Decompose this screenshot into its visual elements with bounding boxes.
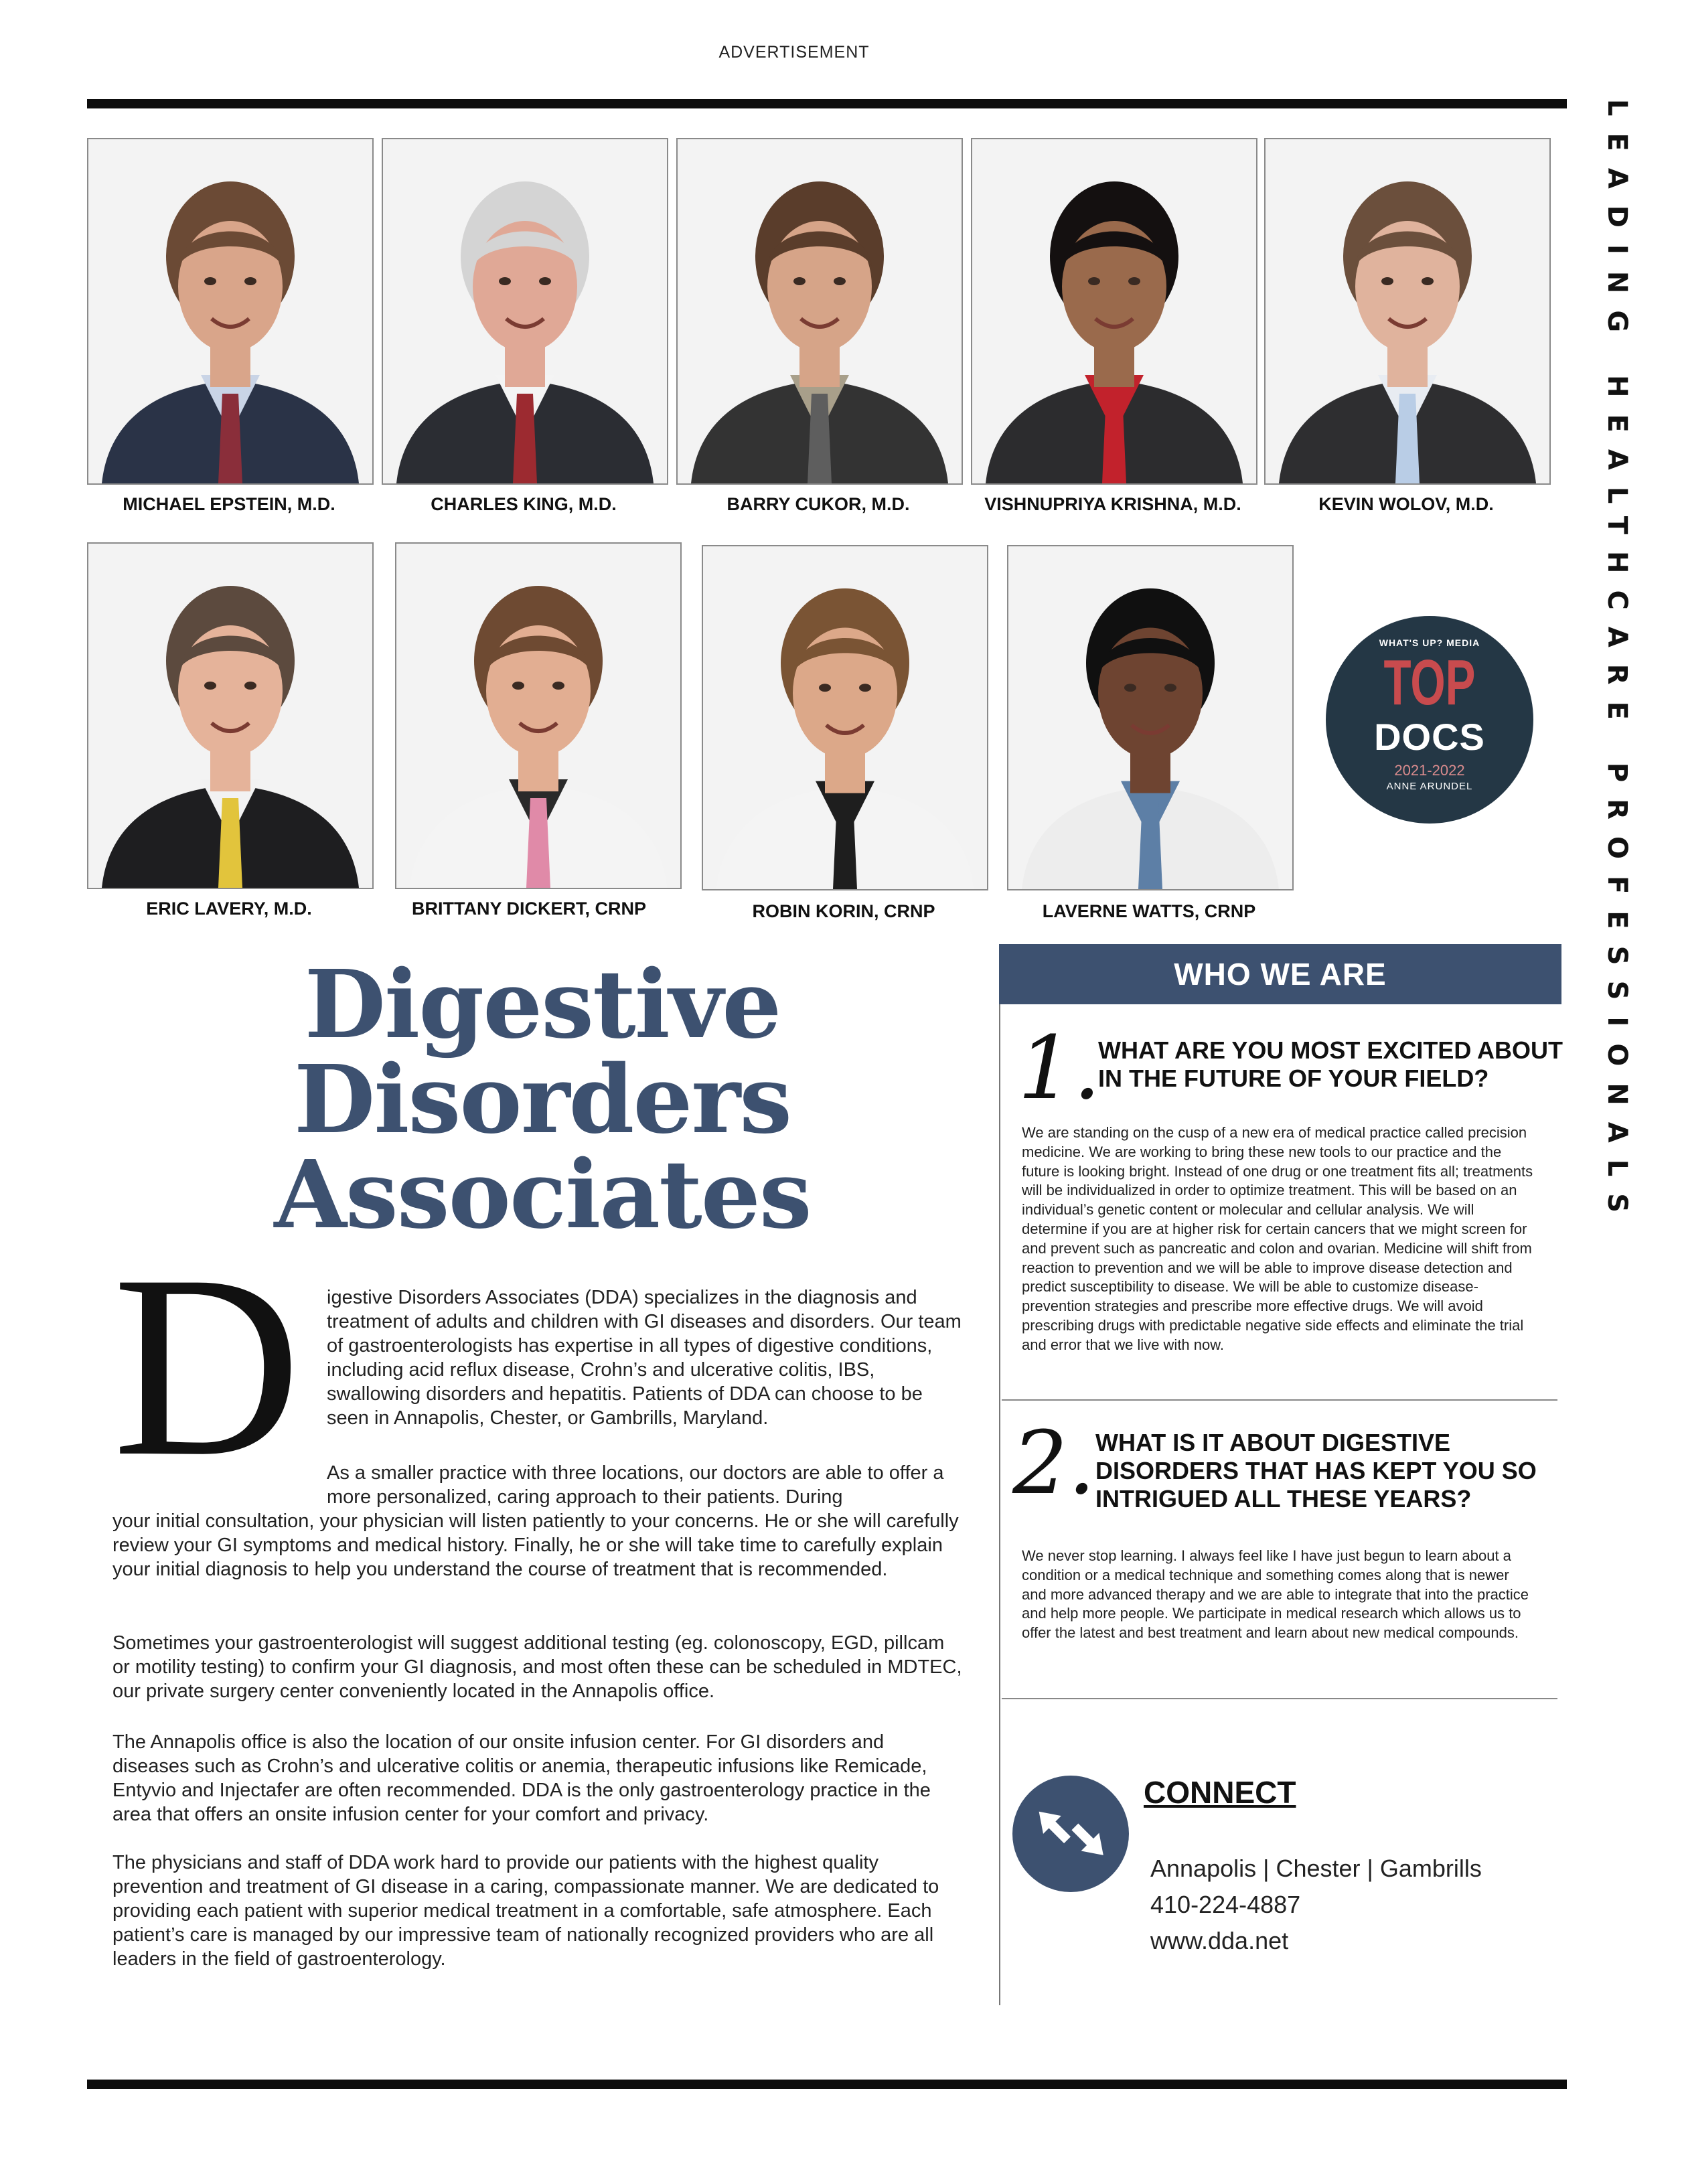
eye-shape — [552, 682, 564, 690]
portrait-figure — [383, 139, 667, 483]
eye-shape — [512, 682, 524, 690]
portrait-figure — [1008, 546, 1292, 889]
eye-shape — [204, 682, 216, 690]
eye-shape — [1422, 277, 1434, 285]
article-paragraph: Sometimes your gastroenterologist will suggest additional testing (eg. colonoscopy, EGD, pillcam or motility testing) to confirm your GI diagnosis, and most often these can be scheduled in MDTEC, our private surgery center conveniently located in the Annapolis office. — [112, 1632, 962, 1702]
exchange-arrows-icon — [1012, 1776, 1129, 1892]
panel-divider — [999, 1004, 1000, 2005]
drop-cap: D — [112, 1221, 301, 1510]
side-section-title: LEADING HEALTHCARE PROFESSIONALS — [1602, 99, 1632, 1230]
portrait-charles-king — [382, 138, 668, 485]
name-michael-epstein: MICHAEL EPSTEIN, M.D. — [123, 494, 335, 514]
who-we-are-heading: WHO WE ARE — [999, 944, 1561, 1004]
tie-shape — [1395, 394, 1420, 483]
portrait-laverne-watts — [1007, 545, 1294, 890]
connect-heading: CONNECT — [1144, 1775, 1296, 1810]
badge-publisher: WHAT'S UP? MEDIA — [1379, 637, 1480, 648]
exchange-arrows-icon — [1012, 1776, 1129, 1892]
name-robin-korin: ROBIN KORIN, CRNP — [752, 901, 935, 921]
eye-shape — [244, 277, 256, 285]
eye-shape — [1128, 277, 1140, 285]
article-paragraph: The physicians and staff of DDA work hard to provide our patients with the highest quality prevention and treatment of GI disease in a caring, compassionate manner. We are dedicated to providing each patient with superior medical treatment in a comfortable, safe atmosphere. Each patient’s care is managed by our impressive team of nationally recognized providers who are all leaders in the field of gastroenterology. — [112, 1852, 939, 1970]
tie-shape — [1102, 394, 1126, 483]
company-name — [254, 950, 830, 1250]
name-eric-lavery: ERIC LAVERY, M.D. — [146, 899, 312, 919]
badge-region: ANNE ARUNDEL — [1386, 781, 1473, 792]
portrait-michael-epstein — [87, 138, 374, 485]
eye-shape — [204, 277, 216, 285]
eye-shape — [244, 682, 256, 690]
eye-shape — [1088, 277, 1100, 285]
name-charles-king: CHARLES KING, M.D. — [431, 494, 617, 514]
company-name-line: Disorders — [293, 1045, 791, 1155]
question-title: WHAT IS IT ABOUT DIGESTIVE DISORDERS THAT HAS KEPT YOU SO INTRIGUED ALL THESE YEARS? — [1095, 1429, 1537, 1512]
top-rule — [87, 99, 1567, 108]
badge-top: TOP — [1383, 647, 1476, 718]
portrait-figure — [88, 139, 372, 483]
portrait-eric-lavery — [87, 542, 374, 889]
eye-shape — [1381, 277, 1393, 285]
article-paragraph: your initial consultation, your physician will listen patiently to your concerns. He or she will carefully review your GI symptoms and medical history. Finally, he or she will take time to carefully explain your initial diagnosis to help you understand the course of treatment that is recommended. — [112, 1510, 959, 1580]
portrait-robin-korin — [702, 545, 988, 890]
office-locations: Annapolis | Chester | Gambrills — [1150, 1855, 1482, 1882]
company-name-line: Digestive — [304, 950, 781, 1060]
tie-shape — [526, 798, 550, 888]
question-number: 2. — [1012, 1412, 1096, 1514]
website-link[interactable]: www.dda.net — [1150, 1927, 1289, 1954]
eye-shape — [1124, 684, 1136, 692]
tie-shape — [218, 798, 242, 888]
portrait-figure — [972, 139, 1256, 483]
portrait-figure — [1266, 139, 1549, 483]
answer-text: We are standing on the cusp of a new era of medical practice called precision medicine. We are working to bring these new tools to our practice and the future is looking bright. Instead of one drug or one treatment fits all; treatments will be individualized in order to optimize treatment. This will be based on an individual’s genetic content or molecular and cellular analysis. We will determine if you are at higher risk for certain cancers that we might screen for and prevent such as pancreatic and colon and ovarian. Medicine will shift from reaction to prevention and we will be able to improve disease detection and predict susceptibility to disease. We will be able to customize disease-prevention strategies and prescribe more effective drugs. We will avoid prescribing drugs with predictable negative side effects and eliminate the trial and error that we live with now. — [1022, 1124, 1533, 1353]
section-divider — [1002, 1399, 1557, 1401]
eye-shape — [1164, 684, 1176, 692]
portrait-brittany-dickert — [395, 542, 682, 889]
article-paragraph: As a smaller practice with three locations, our doctors are able to offer a more personalized, caring approach to their patients. During — [327, 1462, 944, 1508]
question-title: WHAT ARE YOU MOST EXCITED ABOUT IN THE FUTURE OF YOUR FIELD? — [1098, 1036, 1563, 1092]
eye-shape — [859, 684, 871, 692]
name-laverne-watts: LAVERNE WATTS, CRNP — [1042, 901, 1256, 921]
badge-years: 2021-2022 — [1394, 762, 1465, 779]
bottom-rule — [87, 2080, 1567, 2089]
eye-shape — [819, 684, 831, 692]
name-brittany-dickert: BRITTANY DICKERT, CRNP — [411, 899, 646, 919]
name-barry-cukor: BARRY CUKOR, M.D. — [727, 494, 910, 514]
section-divider — [1002, 1698, 1557, 1699]
article-paragraph: The Annapolis office is also the location of our onsite infusion center. For GI disorders and diseases such as Crohn’s and ulcerative colitis or anemia, therapeutic infusions like Remicade, Entyvio and Injectafer are often recommended. DDA is the only gastroenterology practice in the area that offers an onsite infusion center for your comfort and privacy. — [112, 1731, 931, 1825]
portrait-figure — [88, 544, 372, 888]
eye-shape — [793, 277, 806, 285]
phone-number[interactable]: 410-224-4887 — [1150, 1891, 1301, 1918]
name-vishnupriya-krishna: VISHNUPRIYA KRISHNA, M.D. — [984, 494, 1241, 514]
tie-shape — [218, 394, 242, 483]
question-number: 1. — [1018, 1017, 1101, 1119]
badge-docs: DOCS — [1374, 716, 1485, 758]
tie-shape — [513, 394, 537, 483]
article-paragraph: igestive Disorders Associates (DDA) specializes in the diagnosis and treatment of adults and children with GI diseases and disorders. Our team of gastroenterologists has expertise in all types of digestive conditions, including acid reflux disease, Crohn’s and ulcerative colitis, IBS, swallowing disorders and hepatitis. Patients of DDA can choose to be seen in Annapolis, Chester, or Gambrills, Maryland. — [327, 1287, 962, 1429]
portrait-vishnupriya-krishna — [971, 138, 1257, 485]
advertisement-label: ADVERTISEMENT — [718, 43, 870, 62]
top-docs-badge — [1326, 616, 1533, 824]
eye-shape — [834, 277, 846, 285]
portrait-figure — [703, 546, 987, 889]
name-kevin-wolov: KEVIN WOLOV, M.D. — [1318, 494, 1494, 514]
answer-text: We never stop learning. I always feel like I have just begun to learn about a condition or a medical technique and something comes along that is newer and more advanced therapy and we are able to integrate that into the practice and help more people. We participate in medical research which allows us to offer the latest and best treatment and learn about new medical compounds. — [1022, 1547, 1529, 1642]
eye-shape — [499, 277, 511, 285]
portrait-figure — [396, 544, 680, 888]
tie-shape — [1138, 800, 1162, 889]
company-name-line: Associates — [274, 1140, 811, 1250]
eye-shape — [539, 277, 551, 285]
portrait-kevin-wolov — [1264, 138, 1551, 485]
tie-shape — [833, 800, 857, 889]
tie-shape — [808, 394, 832, 483]
portrait-barry-cukor — [676, 138, 963, 485]
portrait-figure — [678, 139, 962, 483]
